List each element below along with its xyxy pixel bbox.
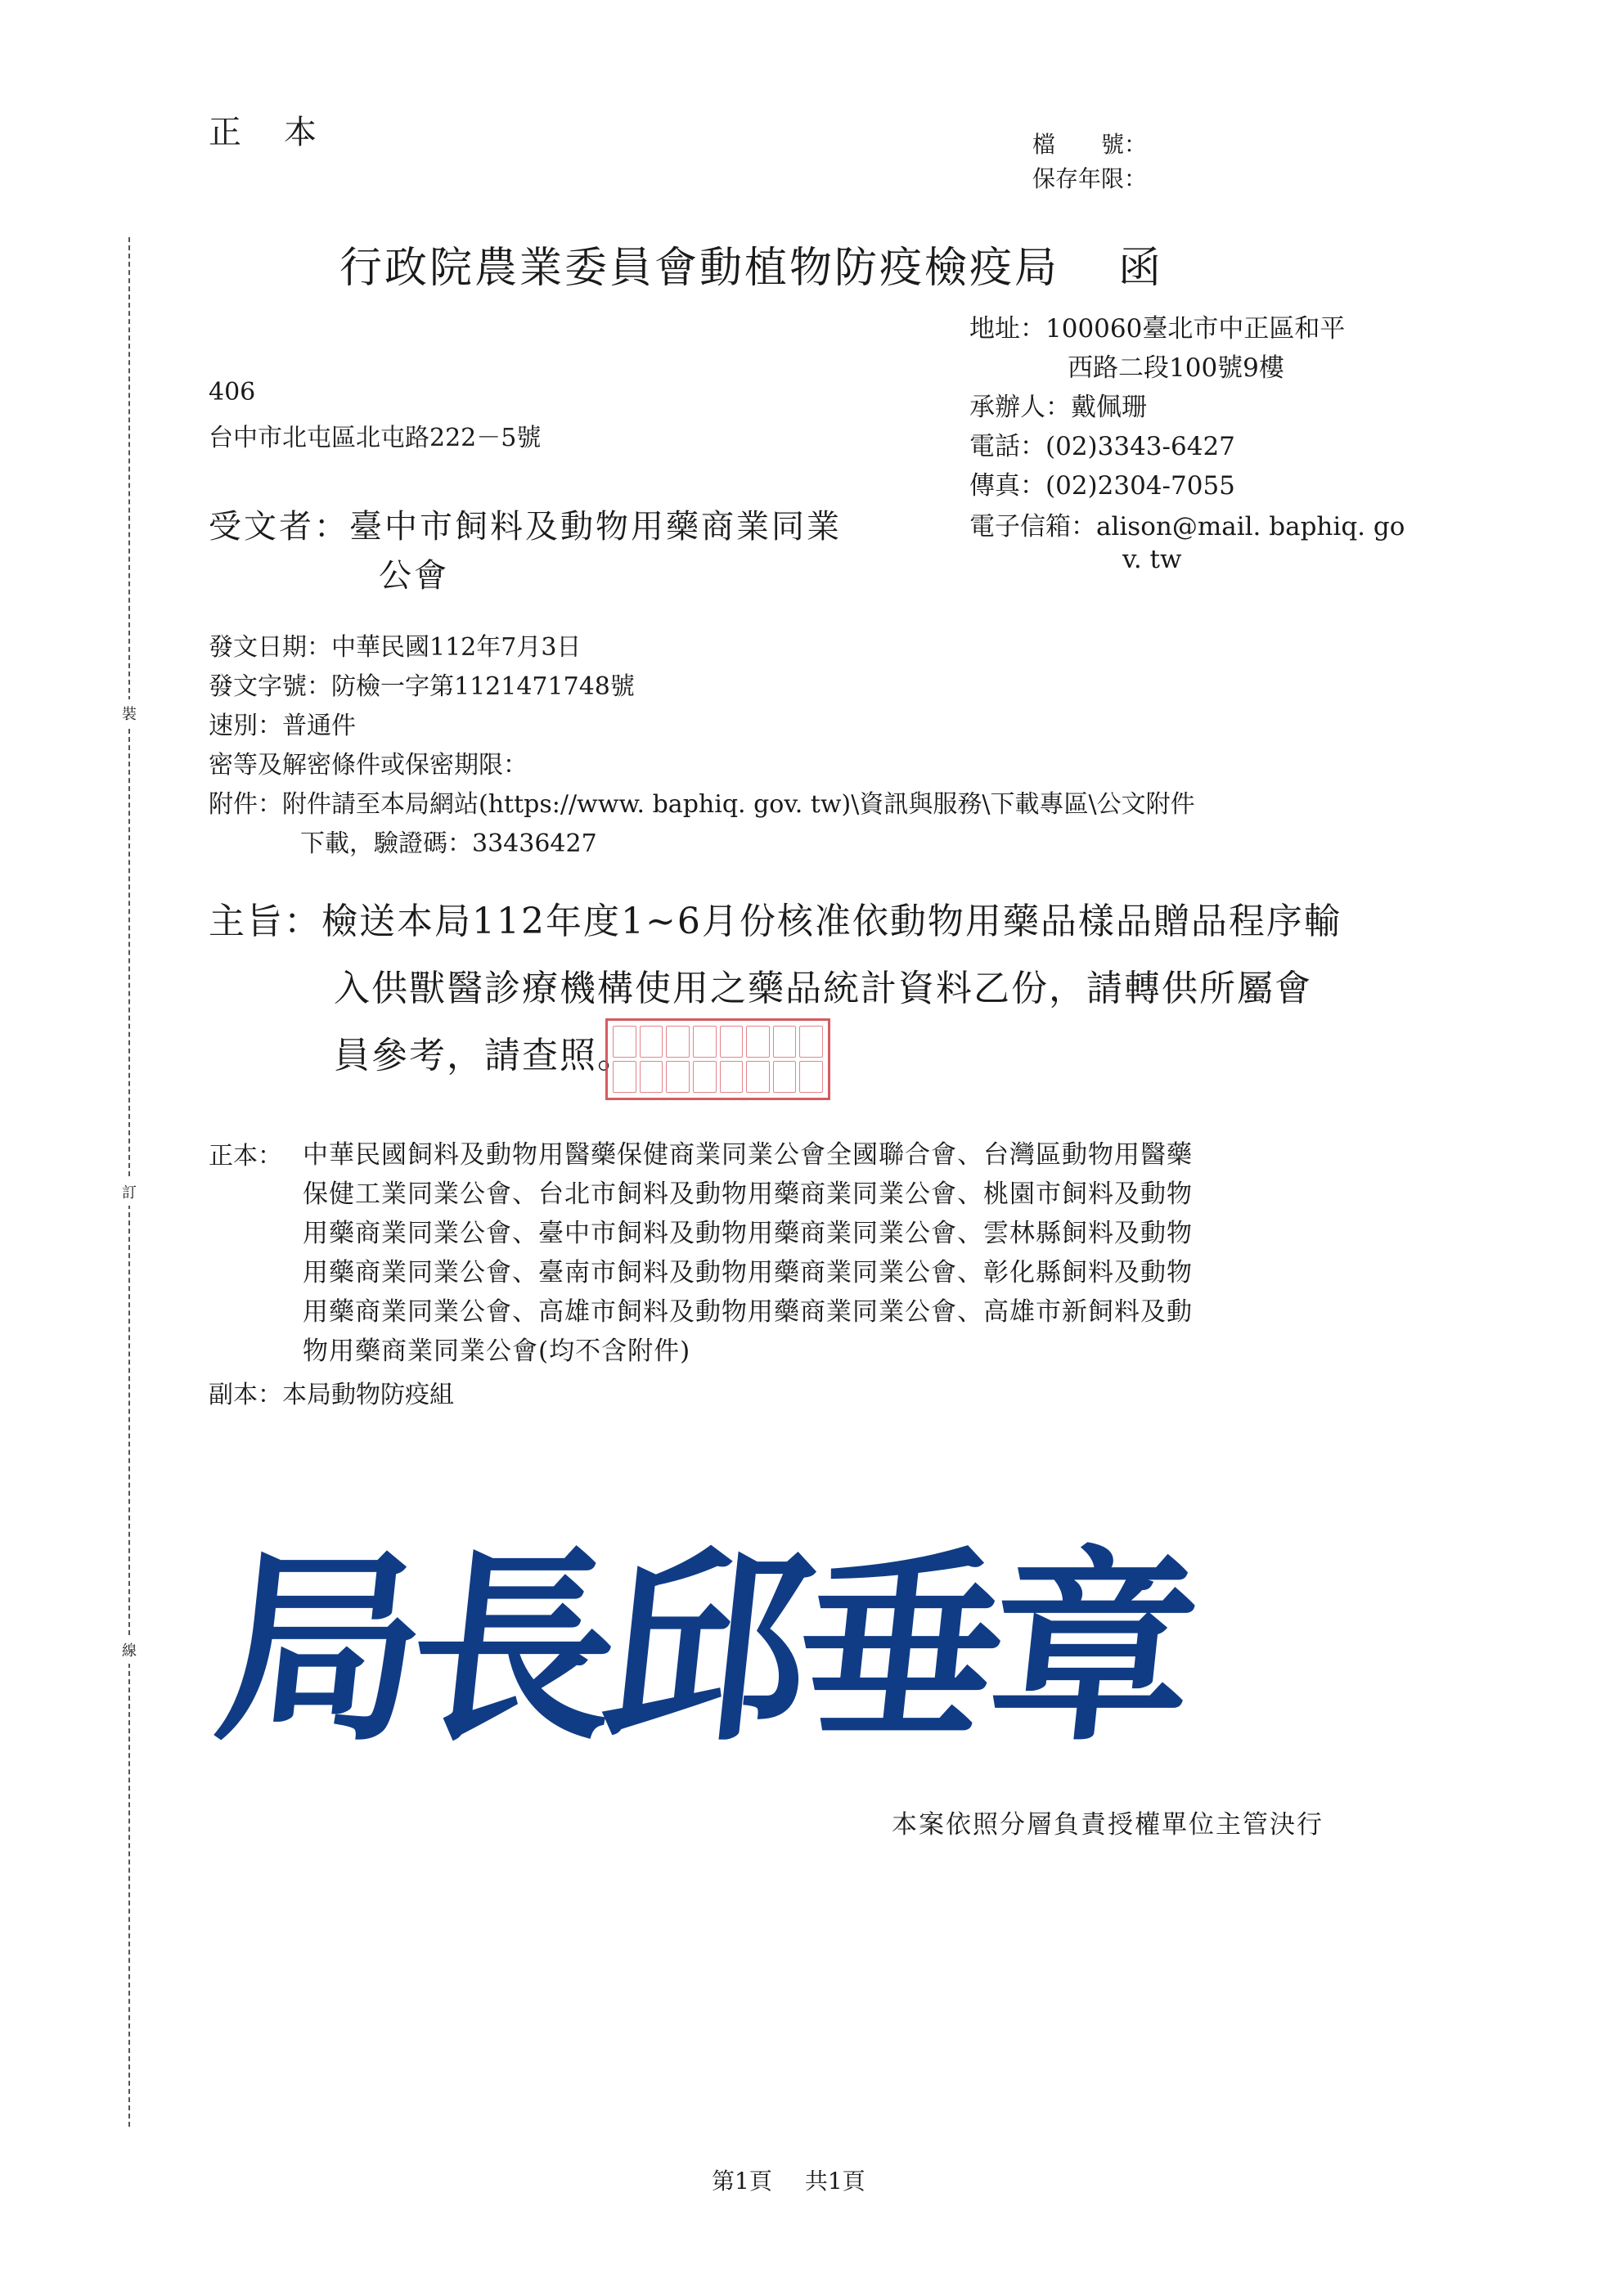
file-number-label: 檔 號： (1032, 131, 1148, 158)
director-signature: 局長邱垂章 (206, 1528, 1198, 1768)
email-line1: alison@mail. baphiq. go (1096, 512, 1405, 541)
address-line1: 100060臺北市中正區和平 (1045, 314, 1346, 344)
email-line2: v. tw (1122, 545, 1182, 574)
phone: 電話：(02)3343-6427 (969, 432, 1235, 461)
issue-date: 發文日期：中華民國112年7月3日 (209, 633, 582, 662)
subject-line3: 員參考，請查照。 (334, 1035, 635, 1076)
distribution-line: 中華民國飼料及動物用醫藥保健商業同業公會全國聯合會、台灣區動物用醫藥 (303, 1140, 1193, 1170)
distribution-line: 用藥商業同業公會、臺南市飼料及動物用藥商業同業公會、彰化縣飼料及動物 (303, 1258, 1193, 1287)
main-distribution-list (303, 1135, 1399, 1371)
agency-name: 行政院農業委員會動植物防疫檢疫局 (339, 244, 1060, 293)
retention-label: 保存年限： (1032, 165, 1148, 192)
attachment-line1: 附件請至本局網站(https://www. baphiq. gov. tw)\資訊與服務\下載專區\公文附件 (282, 790, 1195, 819)
subject (209, 892, 1342, 944)
recipient-name-line1: 臺中市飼料及動物用藥商業同業 (349, 508, 842, 546)
recipient-postcode: 406 (209, 378, 256, 407)
subject-line1: 檢送本局112年度1~6月份核准依動物用藥品樣品贈品程序輸 (321, 901, 1342, 942)
copy-label: 正本 (209, 114, 359, 151)
carbon-copy (209, 1374, 454, 1410)
distribution-line: 保健工業同業公會、台北市飼料及動物用藥商業同業公會、桃園市飼料及動物 (303, 1179, 1193, 1209)
recipient-label: 受文者： (209, 508, 349, 546)
delivery-speed: 速別：普通件 (209, 712, 356, 740)
email (969, 505, 1405, 542)
recipient-name-line2: 公會 (379, 557, 449, 595)
cc-recipient: 本局動物防疫組 (282, 1381, 454, 1409)
attachment-line2: 下載，驗證碼：33436427 (300, 829, 597, 858)
secrecy-level: 密等及解密條件或保密期限： (209, 751, 528, 780)
binding-mark-zhuang: 裝 (119, 699, 139, 727)
official-seal (605, 1018, 830, 1100)
distribution-line: 用藥商業同業公會、臺中市飼料及動物用藥商業同業公會、雲林縣飼料及動物 (303, 1219, 1193, 1248)
handler: 承辦人：戴佩珊 (969, 393, 1147, 422)
subject-line2: 入供獸醫診療機構使用之藥品統計資料乙份，請轉供所屬會 (334, 968, 1312, 1009)
delegation-note: 本案依照分層負責授權單位主管決行 (892, 1810, 1324, 1840)
distribution-line: 用藥商業同業公會、高雄市飼料及動物用藥商業同業公會、高雄市新飼料及動 (303, 1297, 1193, 1327)
subject-label: 主旨： (209, 901, 321, 942)
binding-mark-xian: 線 (119, 1636, 139, 1664)
sender-address (969, 308, 1345, 344)
email-label: 電子信箱： (969, 512, 1096, 541)
cc-label: 副本： (209, 1381, 282, 1409)
main-distribution-label: 正本： (209, 1142, 282, 1170)
document-title (339, 233, 1163, 294)
address-label: 地址： (969, 314, 1045, 344)
recipient (209, 501, 842, 547)
address-line2: 西路二段100號9樓 (1068, 353, 1284, 383)
document-number: 發文字號：防檢一字第1121471748號 (209, 672, 635, 701)
attachment-label: 附件： (209, 790, 282, 819)
page-number: 第1頁 (712, 2168, 772, 2195)
page-footer (712, 2163, 865, 2196)
fax: 傳真：(02)2304-7055 (969, 471, 1235, 501)
distribution-line: 物用藥商業同業公會(均不含附件) (303, 1337, 691, 1366)
document-type: 函 (1118, 244, 1164, 293)
recipient-mailing-address: 台中市北屯區北屯路222－5號 (209, 424, 542, 452)
attachment (209, 784, 1195, 820)
page-total: 共1頁 (804, 2168, 865, 2195)
binding-mark-ding: 訂 (119, 1178, 139, 1206)
